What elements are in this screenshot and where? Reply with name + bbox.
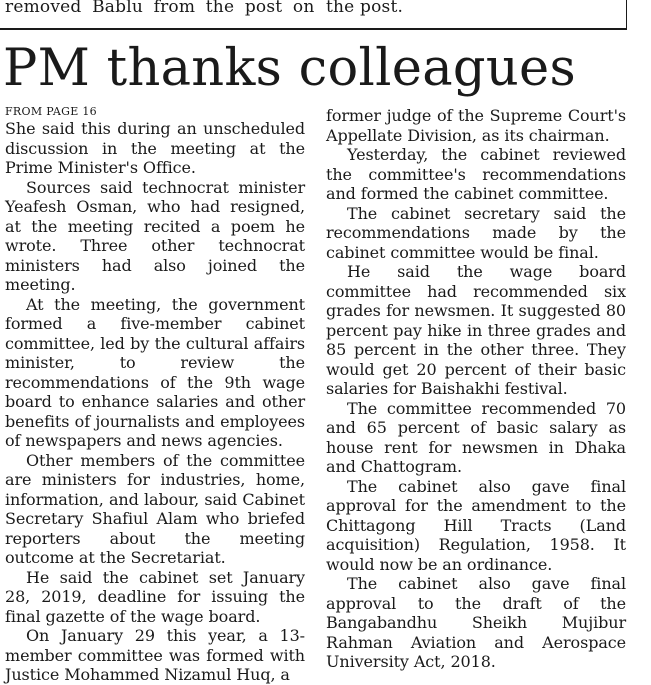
article-paragraph: Yesterday, the cabinet reviewed the committee's recommendations and formed the cabinet committee. — [326, 145, 626, 203]
article-paragraph: The cabinet also gave final approval to the draft of the Bangabandhu Sheikh Mujibur Rahman Aviation and Aerospace University Act, 2018. — [326, 574, 626, 671]
column-divider — [626, 0, 627, 30]
article-paragraph: He said the cabinet set January 28, 2019, deadline for issuing the final gazette of the wage board. — [5, 567, 305, 626]
previous-article-left-line: removed Bablu from the post on — [5, 0, 315, 17]
article-paragraph: Other members of the committee are ministers for industries, home, information, and labour, said Cabinet Secretary Shafiul Alam who briefed reporters about the meeting outcome at the Secretariat. — [5, 450, 305, 567]
article-paragraph: She said this during an unscheduled discussion in the meeting at the Prime Minister's Office. — [5, 119, 305, 177]
article-right-column — [326, 106, 626, 672]
article-paragraph: The cabinet secretary said the recommendations made by the cabinet committee would be final. — [326, 203, 626, 262]
section-divider — [0, 28, 626, 30]
article-paragraph: He said the wage board committee had recommended six grades for newsmen. It suggested 80 percent pay hike in three grades and 85 percent in the other three. They would get 20 percent of their basic salaries for Baishakhi festival. — [326, 262, 626, 398]
article-paragraph: Sources said technocrat minister Yeafesh Osman, who had resigned, at the meeting recited a poem he wrote. Three other technocrat ministers had also joined the meeting. — [5, 177, 305, 294]
source-line: FROM PAGE 16 — [5, 105, 97, 118]
article-paragraph: The cabinet also gave final approval for the amendment to the Chittagong Hill Tracts (Land acquisition) Regulation, 1958. It would now be an ordinance. — [326, 476, 626, 574]
previous-article-right-line: the post. — [326, 0, 404, 17]
article-left-column — [5, 104, 305, 685]
article-headline: PM thanks colleagues — [3, 39, 576, 98]
article-paragraph: At the meeting, the government formed a five-member cabinet committee, led by the cultural affairs minister, to review the recommendations of the 9th wage board to enhance salaries and other benefits of journalists and employees of newspapers and news agencies. — [5, 294, 305, 450]
article-paragraph: On January 29 this year, a 13-member committee was formed with Justice Mohammed Nizamul Huq, a — [5, 626, 305, 684]
article-paragraph: The committee recommended 70 and 65 percent of basic salary as house rent for newsmen in Dhaka and Chattogram. — [326, 398, 626, 476]
article-paragraph: former judge of the Supreme Court's Appellate Division, as its chairman. — [326, 106, 626, 145]
